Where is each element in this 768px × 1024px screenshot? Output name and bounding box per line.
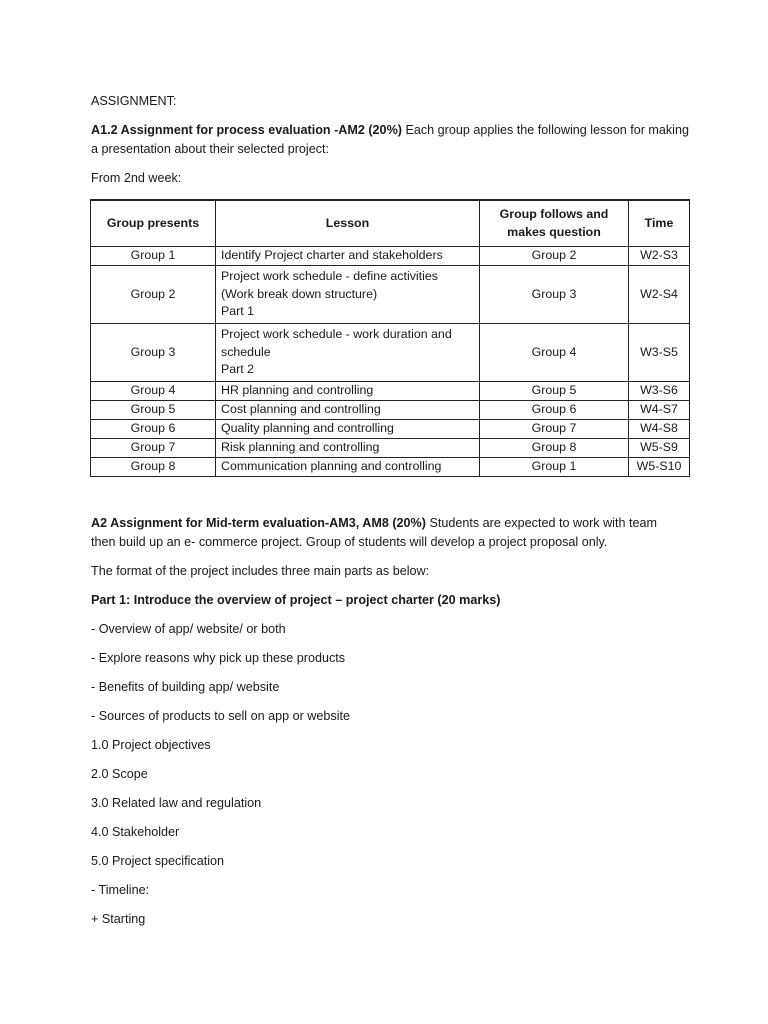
lesson-line: Cost planning and controlling — [221, 402, 381, 417]
lesson-line: Part 2 — [221, 362, 255, 377]
cell-follower: Group 8 — [480, 439, 629, 458]
cell-follower: Group 7 — [480, 420, 629, 439]
header-time: Time — [629, 200, 690, 247]
cell-follower: Group 3 — [480, 266, 629, 324]
list-item: 2.0 Scope — [91, 767, 148, 781]
a2-text-line1: Students are expected to work with team — [425, 516, 657, 530]
list-item: 5.0 Project specification — [91, 854, 225, 868]
cell-presenter: Group 8 — [91, 458, 216, 477]
table-row — [91, 266, 690, 324]
lesson-line: Project work schedule - define activities — [221, 269, 438, 284]
part1-title-text: Part 1: Introduce the overview of project – project charter (20 marks) — [91, 593, 501, 607]
cell-lesson — [216, 247, 480, 266]
cell-time: W2-S3 — [629, 247, 690, 266]
list-item: - Overview of app/ website/ or both — [91, 622, 286, 636]
format-intro: The format of the project includes three main parts as below: — [91, 564, 430, 578]
header-group-follows: Group follows and makes question — [480, 200, 629, 247]
list-item: 1.0 Project objectives — [91, 738, 211, 752]
header-lesson: Lesson — [216, 200, 480, 247]
cell-lesson — [216, 401, 480, 420]
cell-lesson — [216, 266, 480, 324]
cell-lesson — [216, 382, 480, 401]
cell-presenter: Group 2 — [91, 266, 216, 324]
table-row — [91, 420, 690, 439]
cell-presenter: Group 7 — [91, 439, 216, 458]
a2-text-line2: then build up an e- commerce project. Group of students will develop a project proposal only. — [91, 535, 608, 549]
lesson-line: HR planning and controlling — [221, 383, 374, 398]
cell-presenter: Group 6 — [91, 420, 216, 439]
cell-presenter: Group 1 — [91, 247, 216, 266]
table-row — [91, 401, 690, 420]
a2-title: A2 Assignment for Mid-term evaluation-AM3, AM8 (20%) — [91, 516, 426, 530]
cell-time: W4-S7 — [629, 401, 690, 420]
cell-time: W3-S6 — [629, 382, 690, 401]
cell-follower: Group 6 — [480, 401, 629, 420]
lesson-line: Project work schedule - work duration and — [221, 327, 452, 342]
list-item: - Explore reasons why pick up these products — [91, 651, 346, 665]
cell-lesson — [216, 439, 480, 458]
list-item: - Sources of products to sell on app or website — [91, 709, 351, 723]
a12-paragraph — [91, 121, 689, 159]
list-item: 4.0 Stakeholder — [91, 825, 180, 839]
cell-time: W5-S9 — [629, 439, 690, 458]
a12-text-line1: Each group applies the following lesson for making — [401, 123, 689, 137]
list-item: + Starting — [91, 912, 146, 926]
lesson-line: Communication planning and controlling — [221, 459, 442, 474]
a12-text-line2: a presentation about their selected project: — [91, 142, 330, 156]
cell-lesson — [216, 420, 480, 439]
table-row — [91, 324, 690, 382]
table-row — [91, 382, 690, 401]
cell-lesson — [216, 324, 480, 382]
cell-lesson — [216, 458, 480, 477]
from-week-label: From 2nd week: — [91, 171, 182, 185]
list-item: - Benefits of building app/ website — [91, 680, 280, 694]
presentation-schedule-table — [90, 199, 690, 477]
part1-title — [91, 591, 500, 610]
lesson-line: (Work break down structure) — [221, 286, 378, 301]
table-header-row — [91, 200, 690, 247]
a2-paragraph — [91, 514, 657, 552]
lesson-line: Risk planning and controlling — [221, 440, 380, 455]
cell-follower: Group 1 — [480, 458, 629, 477]
lesson-line: Identify Project charter and stakeholders — [221, 248, 443, 263]
cell-presenter: Group 5 — [91, 401, 216, 420]
cell-time: W5-S10 — [629, 458, 690, 477]
cell-follower: Group 2 — [480, 247, 629, 266]
lesson-line: Part 1 — [221, 304, 255, 319]
cell-time: W4-S8 — [629, 420, 690, 439]
list-item: - Timeline: — [91, 883, 150, 897]
lesson-line: Quality planning and controlling — [221, 421, 394, 436]
cell-presenter: Group 4 — [91, 382, 216, 401]
header-group-presents: Group presents — [91, 200, 216, 247]
assignment-heading: ASSIGNMENT: — [91, 94, 177, 108]
lesson-line: schedule — [221, 344, 271, 359]
table-row — [91, 439, 690, 458]
list-item: 3.0 Related law and regulation — [91, 796, 262, 810]
cell-follower: Group 5 — [480, 382, 629, 401]
a12-title: A1.2 Assignment for process evaluation -AM2 (20%) — [91, 123, 402, 137]
cell-follower: Group 4 — [480, 324, 629, 382]
table-row — [91, 458, 690, 477]
cell-time: W3-S5 — [629, 324, 690, 382]
cell-time: W2-S4 — [629, 266, 690, 324]
cell-presenter: Group 3 — [91, 324, 216, 382]
table-row — [91, 247, 690, 266]
